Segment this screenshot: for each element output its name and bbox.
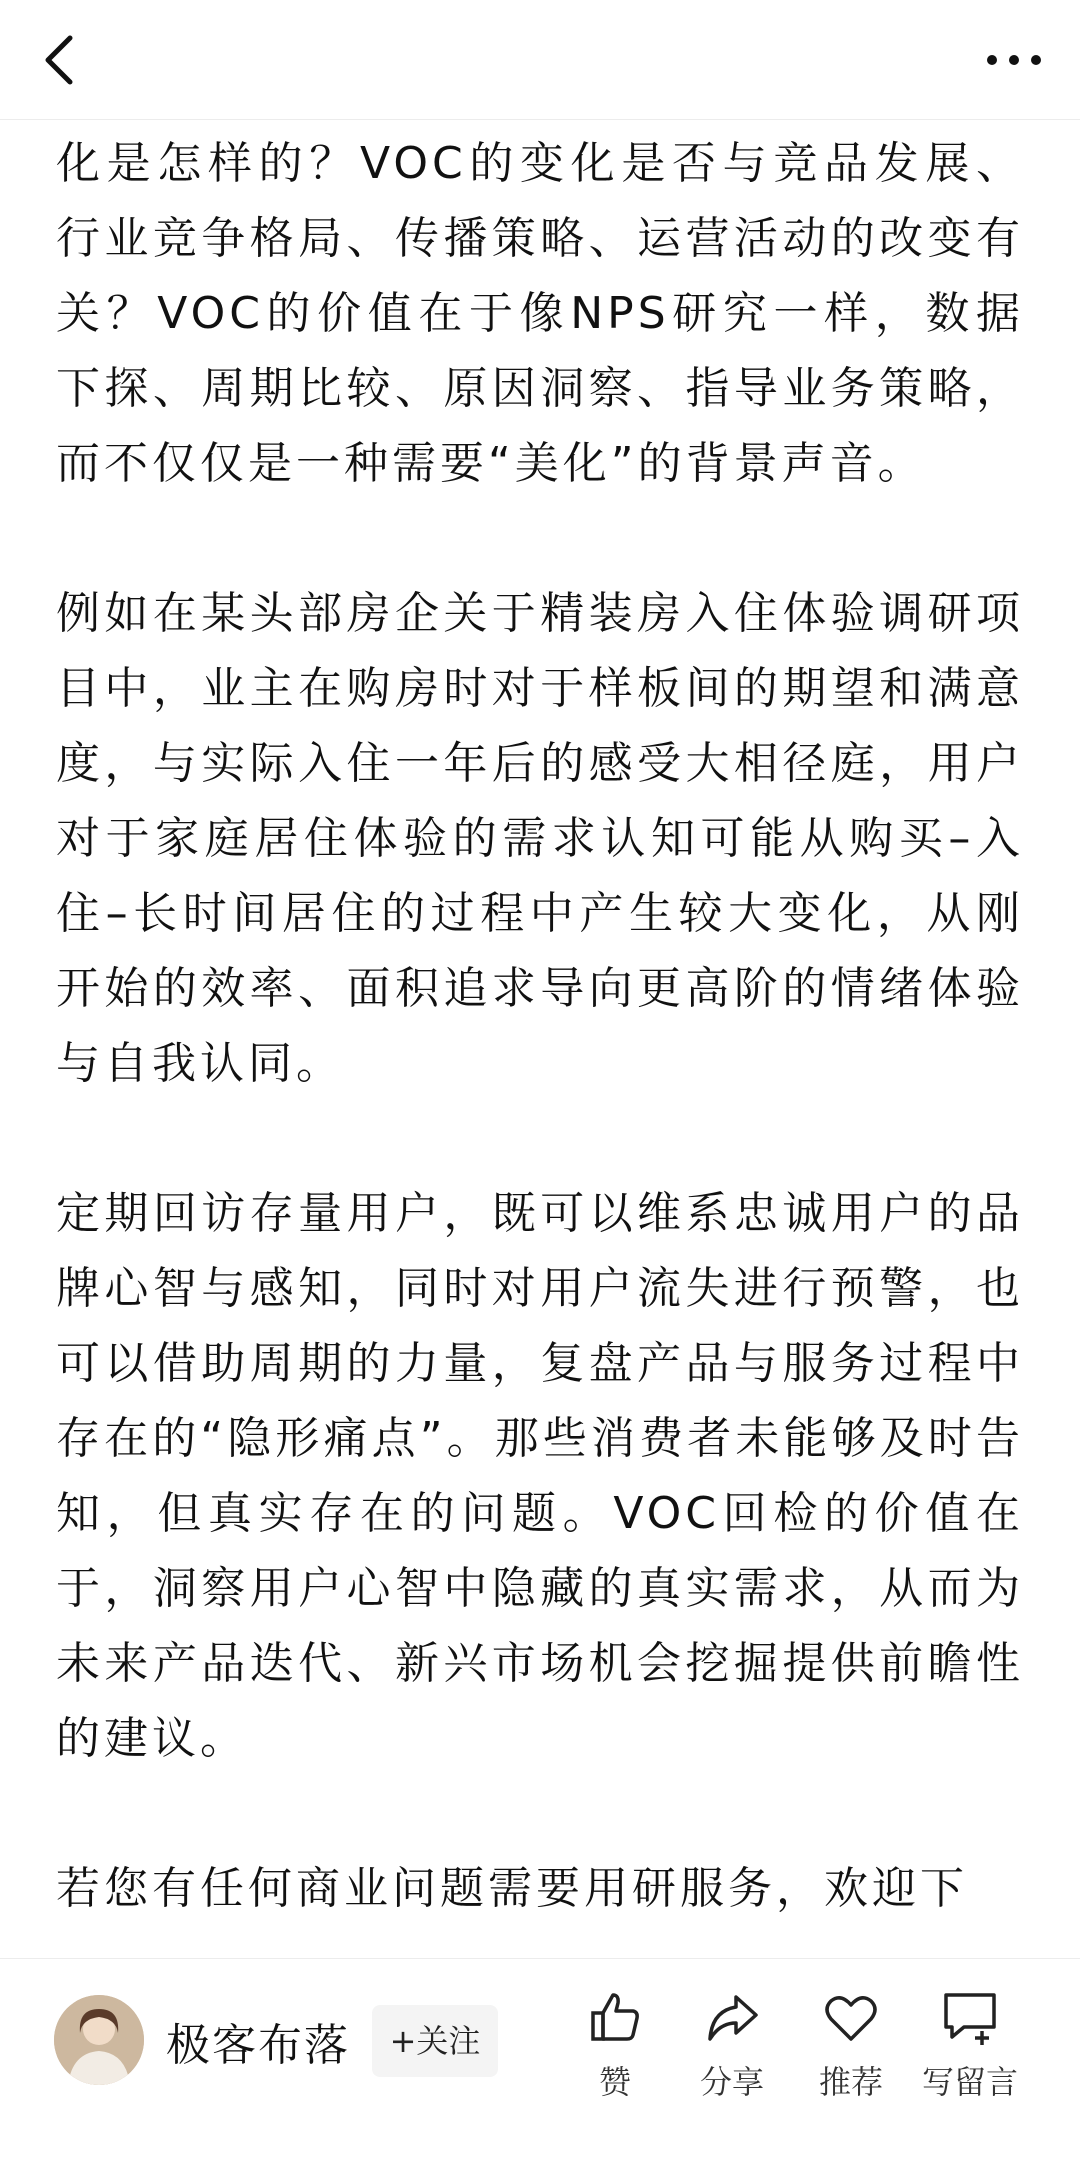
thumbs-up-icon <box>585 1987 645 2047</box>
article-paragraph: 若您有任何商业问题需要用研服务，欢迎下 <box>56 1863 968 1914</box>
share-label: 分享 <box>699 2063 764 2101</box>
more-button[interactable] <box>978 28 1050 92</box>
bottom-bar <box>0 1958 1080 2158</box>
comment-label: 写留言 <box>921 2063 1018 2101</box>
like-button[interactable] <box>555 1987 675 2103</box>
recommend-label: 推荐 <box>818 2063 883 2101</box>
recommend-button[interactable] <box>791 1987 911 2103</box>
follow-button[interactable]: +关注 <box>372 2005 498 2077</box>
share-icon <box>702 1987 762 2047</box>
article-paragraph: 定期回访存量用户，既可以维系忠诚用户的品牌心智与感知，同时对用户流失进行预警，也可以借助周期的力量，复盘产品与服务过程中存在的“隐形痛点”。那些消费者未能够及时告知，但真实存在的问题。VOC回检的价值在于，洞察用户心智中隐藏的真实需求，从而为未来产品迭代、新兴市场机会挖掘提供前瞻性的建议。 <box>56 1188 1024 1764</box>
back-button[interactable] <box>30 28 94 92</box>
author-name[interactable]: 极客布落 <box>166 2020 350 2071</box>
heart-icon <box>821 1987 881 2047</box>
article-paragraph: 化是怎样的？VOC的变化是否与竞品发展、行业竞争格局、传播策略、运营活动的改变有关？VOC的价值在于像NPS研究一样，数据下探、周期比较、原因洞察、指导业务策略，而不仅仅是一种需要“美化”的背景声音。 <box>56 138 1024 489</box>
more-icon <box>978 28 1050 92</box>
top-bar <box>0 0 1080 120</box>
article-body <box>56 126 1024 1956</box>
comment-button[interactable] <box>910 1987 1030 2103</box>
like-label: 赞 <box>598 2063 631 2101</box>
avatar[interactable] <box>54 1995 144 2085</box>
back-icon <box>30 28 94 92</box>
avatar-image <box>54 1995 144 2085</box>
article-paragraph: 例如在某头部房企关于精装房入住体验调研项目中，业主在购房时对于样板间的期望和满意度，与实际入住一年后的感受大相径庭，用户对于家庭居住体验的需求认知可能从购买–入住–长时间居住的过程中产生较大变化，从刚开始的效率、面积追求导向更高阶的情绪体验与自我认同。 <box>56 588 1024 1089</box>
share-button[interactable] <box>672 1987 792 2103</box>
comment-icon <box>940 1987 1000 2047</box>
